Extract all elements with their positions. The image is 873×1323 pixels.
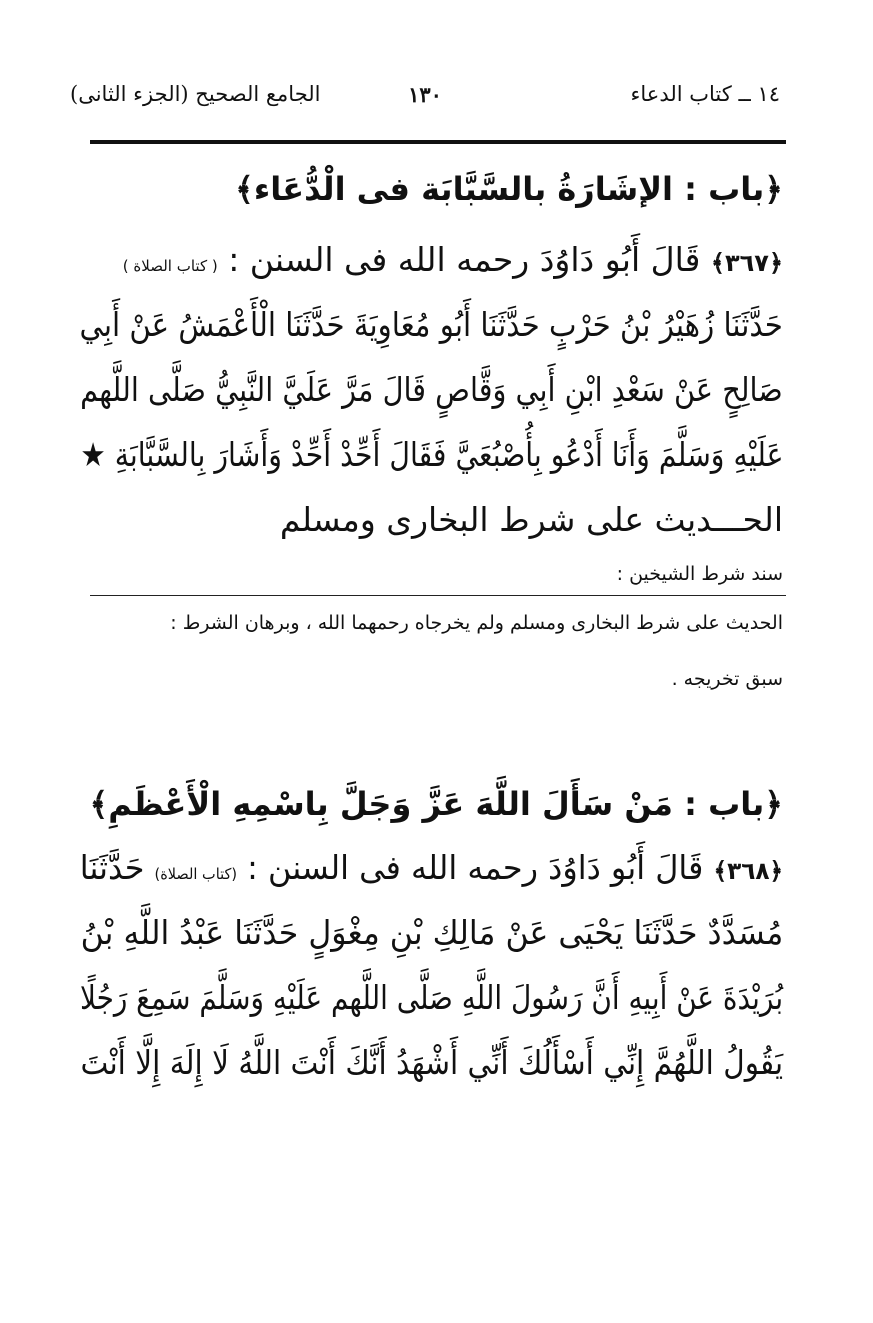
header-book-title: الجامع الصحيح (الجزء الثانى) bbox=[70, 82, 321, 106]
section1-line-4: الحـــديث على شرط البخارى ومسلم bbox=[279, 500, 783, 539]
section2-line-1: مُسَدَّدٌ حَدَّثَنَا يَحْيَى عَنْ مَالِكِ بْنِ مِغْوَلٍ حَدَّثَنَا عَبْدُ اللَّهِ بْنُ bbox=[80, 913, 783, 952]
note-rule bbox=[90, 595, 786, 596]
section2-heading: ﴿باب : مَنْ سَأَلَ اللَّهَ عَزَّ وَجَلَّ بِاسْمِهِ الْأَعْظَمِ﴾ bbox=[89, 785, 783, 823]
section2-line-3: يَقُولُ اللَّهُمَّ إِنِّي أَسْأَلُكَ أَنِّي أَشْهَدُ أَنَّكَ أَنْتَ اللَّهُ لَا إِلَهَ إِلَّا أَنْتَ bbox=[80, 1043, 783, 1082]
sanad-label: سند شرط الشيخين : bbox=[616, 563, 783, 585]
note-line-2: سبق تخريجه . bbox=[671, 668, 783, 690]
note-line-1: الحديث على شرط البخارى ومسلم ولم يخرجاه رحمهما الله ، وبرهان الشرط : bbox=[170, 612, 783, 634]
hadith-number-368: ﴿٣٦٨﴾ bbox=[713, 857, 783, 885]
hadith-number-367: ﴿٣٦٧﴾ bbox=[710, 249, 783, 277]
section2-line-2: بُرَيْدَةَ عَنْ أَبِيهِ أَنَّ رَسُولَ اللَّهِ صَلَّى اللَّهم عَلَيْهِ وَسَلَّمَ سَمِعَ رَجُلًا bbox=[79, 978, 783, 1017]
section2-book-ref: (كتاب الصلاة) bbox=[154, 865, 237, 883]
section1-line-2: صَالِحٍ عَنْ سَعْدِ ابْنِ أَبِي وَقَّاصٍ قَالَ مَرَّ عَلَيَّ النَّبِيُّ صَلَّى اللَّهم bbox=[80, 370, 783, 409]
page-number: ١٣٠ bbox=[408, 82, 442, 107]
header-chapter: ١٤ ــ كتاب الدعاء bbox=[630, 82, 780, 106]
section1-book-ref: ( كتاب الصلاة ) bbox=[122, 257, 218, 275]
running-header bbox=[70, 82, 780, 122]
section2-intro-line bbox=[80, 848, 783, 887]
section1-intro: قَالَ أَبُو دَاوُدَ رحمه الله فى السنن : bbox=[228, 240, 701, 279]
section1-heading: ﴿باب : الإشَارَةُ بالسَّبَّابَة فى الْدُّعَاء﴾ bbox=[235, 170, 783, 208]
section2-intro-tail: حَدَّثَنَا bbox=[79, 848, 145, 887]
header-rule bbox=[90, 140, 786, 144]
section2-intro: قَالَ أَبُو دَاوُدَ رحمه الله فى السنن : bbox=[247, 848, 704, 887]
section1-line-1: حَدَّثَنَا زُهَيْرُ بْنُ حَرْبٍ حَدَّثَنَا أَبُو مُعَاوِيَةَ حَدَّثَنَا الْأَعْمَشُ عَنْ أَبِي bbox=[79, 305, 783, 344]
section1-intro-line bbox=[123, 240, 783, 279]
section1-line-3: عَلَيْهِ وَسَلَّمَ وَأَنَا أَدْعُو بِأُصْبُعَيَّ فَقَالَ أَحِّدْ أَحِّدْ وَأَشَارَ بِالسَّبَّابَةِ ★ bbox=[79, 435, 783, 474]
